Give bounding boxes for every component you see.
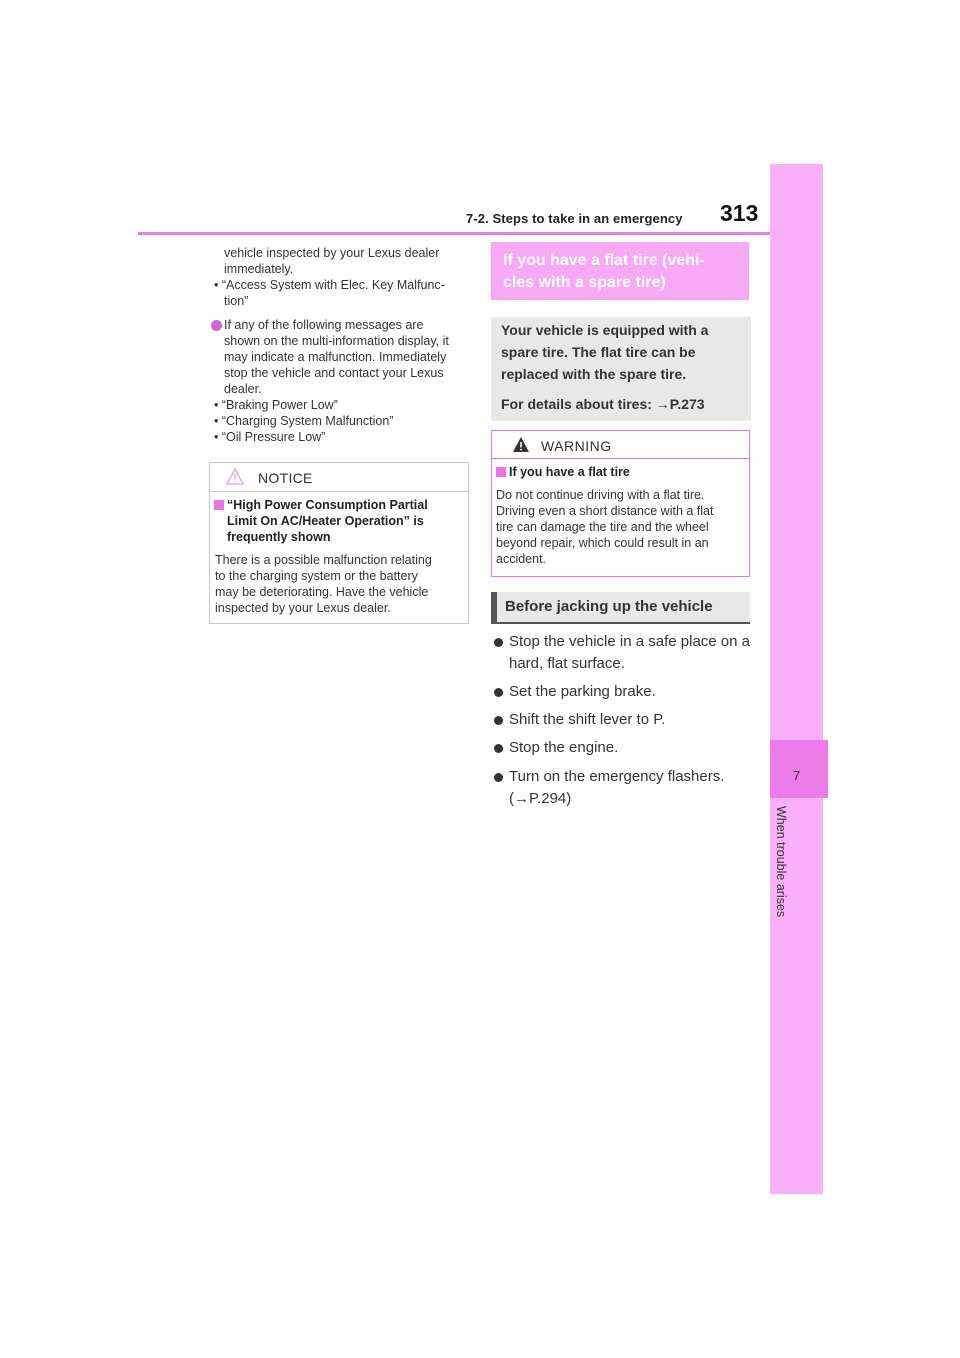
warning-heading: If you have a flat tire (509, 465, 630, 479)
header-divider (138, 232, 770, 235)
step-bullet-icon (494, 688, 503, 697)
step-bullet-icon (494, 773, 503, 782)
notice-heading: Limit On AC/Heater Operation” is (227, 514, 424, 528)
list-item: • “Charging System Malfunction” (214, 414, 394, 428)
caution-triangle-icon (226, 468, 244, 485)
body-line: immediately. (224, 262, 294, 276)
warning-body-line: beyond repair, which could result in an (496, 536, 709, 550)
page-reference-link[interactable]: For details about tires: →P.273 (501, 396, 705, 412)
step-item: Turn on the emergency flashers. (509, 768, 725, 785)
body-line: may indicate a malfunction. Immediately (224, 350, 447, 364)
warning-title: WARNING (541, 438, 612, 454)
chapter-label: When trouble arises (774, 806, 788, 918)
notice-body-line: to the charging system or the battery (215, 569, 418, 583)
notice-body-line: may be deteriorating. Have the vehicle (215, 585, 429, 599)
body-line: vehicle inspected by your Lexus dealer (224, 246, 440, 260)
list-item: • “Oil Pressure Low” (214, 430, 326, 444)
step-item: Shift the shift lever to P. (509, 711, 666, 728)
chapter-side-tab (770, 164, 823, 1194)
warning-body-line: tire can damage the tire and the wheel (496, 520, 709, 534)
step-item: Stop the engine. (509, 739, 619, 756)
body-line: If any of the following messages are (224, 318, 424, 332)
notice-heading: “High Power Consumption Partial (227, 498, 428, 512)
warning-body-line: Do not continue driving with a flat tire. (496, 488, 705, 502)
circle-bullet-icon (211, 320, 222, 331)
chapter-number: 7 (792, 768, 801, 783)
step-bullet-icon (494, 638, 503, 647)
notice-title: NOTICE (258, 470, 313, 486)
notice-body-line: inspected by your Lexus dealer. (215, 601, 391, 615)
step-item: Stop the vehicle in a safe place on a (509, 633, 750, 650)
step-item: Set the parking brake. (509, 683, 656, 700)
body-line: dealer. (224, 382, 262, 396)
summary-line: Your vehicle is equipped with a (501, 322, 709, 338)
list-item-continued: tion” (224, 294, 249, 308)
warning-triangle-icon (512, 436, 530, 453)
section-title: cles with a spare tire) (503, 274, 666, 291)
warning-body-line: accident. (496, 552, 547, 566)
summary-line: spare tire. The flat tire can be (501, 344, 696, 360)
warning-body-line: Driving even a short distance with a flat (496, 504, 714, 518)
notice-header (209, 462, 469, 492)
step-bullet-icon (494, 716, 503, 725)
list-item: • “Access System with Elec. Key Malfunc- (214, 278, 445, 292)
body-line: shown on the multi-information display, it (224, 334, 449, 348)
step-bullet-icon (494, 744, 503, 753)
list-item: • “Braking Power Low” (214, 398, 338, 412)
notice-body-line: There is a possible malfunction relating (215, 553, 432, 567)
subsection-title: Before jacking up the vehicle (505, 598, 713, 615)
page-number: 313 (720, 200, 759, 226)
section-title: If you have a flat tire (vehi- (503, 252, 705, 269)
notice-heading: frequently shown (227, 530, 331, 544)
body-line: stop the vehicle and contact your Lexus (224, 366, 444, 380)
page-reference-link[interactable]: (→P.294) (509, 790, 572, 807)
running-header: 7-2. Steps to take in an emergency (466, 211, 683, 226)
step-item-continued: hard, flat surface. (509, 655, 625, 672)
square-bullet-icon (496, 467, 506, 477)
square-bullet-icon (214, 500, 224, 510)
summary-line: replaced with the spare tire. (501, 366, 687, 382)
